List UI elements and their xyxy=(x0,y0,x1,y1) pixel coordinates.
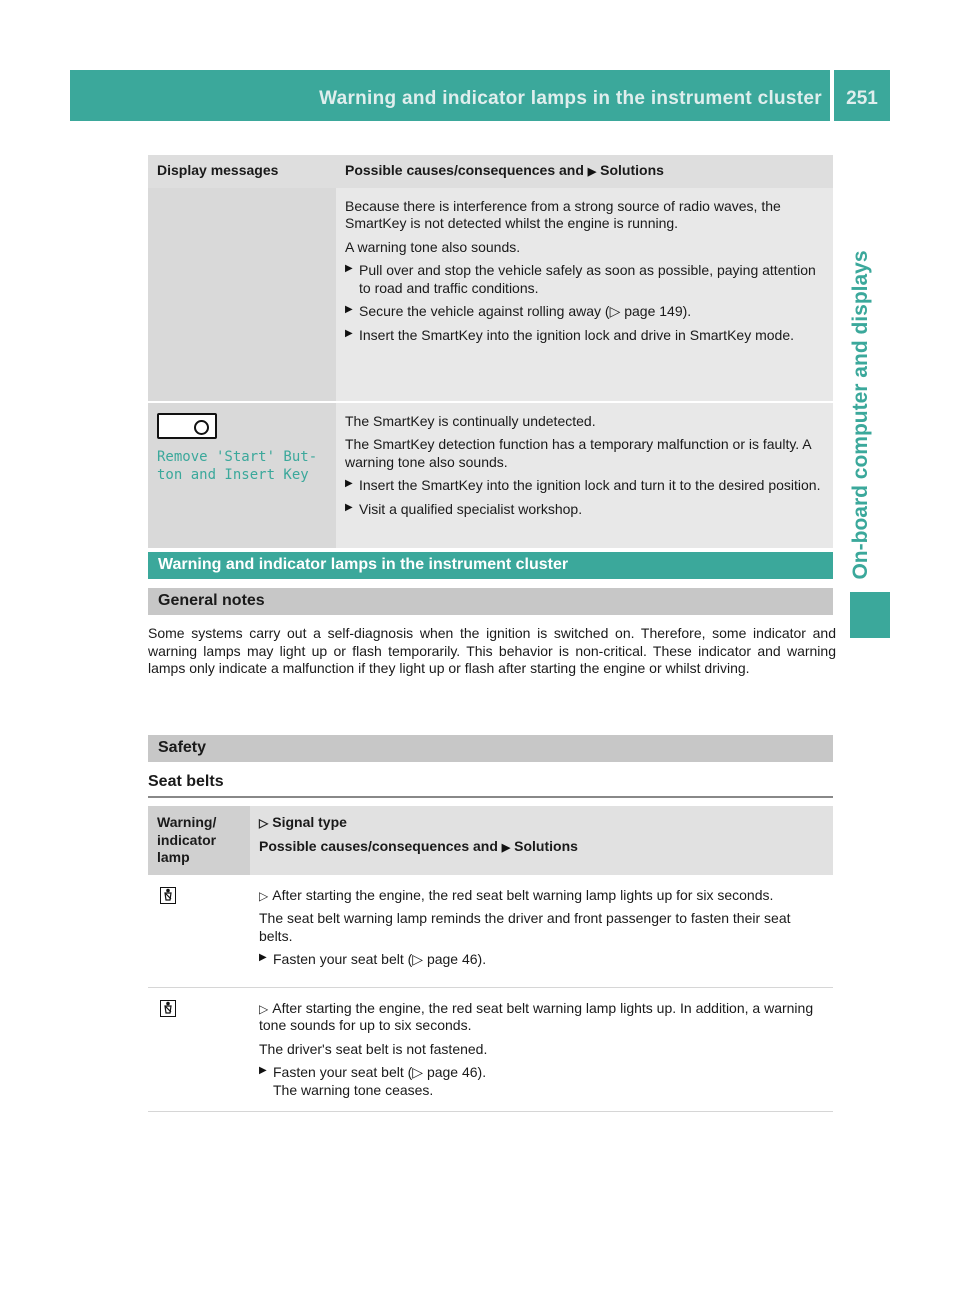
seat-belts-heading: Seat belts xyxy=(148,773,224,790)
header-causes-label: Possible causes/consequences and xyxy=(259,837,498,854)
header-signal-type xyxy=(259,814,825,832)
divider xyxy=(148,796,833,798)
message-cell xyxy=(148,403,336,548)
signal-icon: ▷ xyxy=(259,816,269,830)
subsection-heading-general-notes: General notes xyxy=(148,588,833,615)
section-heading: Warning and indicator lamps in the instrument cluster xyxy=(148,552,833,579)
solution-step: ▶ Fasten your seat belt (▷ page 46). xyxy=(259,951,825,969)
signal-icon: ▷ xyxy=(259,888,269,903)
message-cell-empty xyxy=(148,188,336,401)
display-message-line: Remove 'Start' But‐ xyxy=(157,449,318,466)
smartkey-icon xyxy=(157,413,217,439)
display-message-text xyxy=(157,449,328,484)
solution-step: ▶ Insert the SmartKey into the ignition lock and turn it to the desired position. xyxy=(345,477,825,495)
cause-text: A warning tone also sounds. xyxy=(345,238,521,255)
arrow-right-icon: ▶ xyxy=(587,166,597,178)
solution-step: ▶ Insert the SmartKey into the ignition lock and drive in SmartKey mode. xyxy=(345,327,825,345)
lamp-cell xyxy=(148,987,250,1112)
arrow-right-icon: ▶ xyxy=(501,841,511,854)
general-notes-text: Some systems carry out a self-diagnosis when the ignition is switched on. Therefore, some indicator and warning lamps may light up or flash temporarily. This behavior is non-critical. These indicator and warning lamps only indicate a malfunction if they light up or flash after starting the engine or whilst driving. xyxy=(148,625,836,676)
seat-belt-icon xyxy=(160,887,176,904)
signal-text xyxy=(259,887,825,905)
table-row xyxy=(148,403,833,548)
display-messages-table xyxy=(148,155,833,548)
header-warning-lamp: Warning/ indicator lamp xyxy=(148,806,250,875)
causes-cell xyxy=(250,875,833,988)
cause-text: The driver's seat belt is not fastened. xyxy=(259,1040,488,1057)
solution-step-result: The warning tone ceases. xyxy=(273,1081,434,1098)
solution-step: ▶ Visit a qualified specialist workshop. xyxy=(345,501,825,519)
side-chapter-text: On-board computer and displays xyxy=(849,250,872,580)
solution-step: ▶ Secure the vehicle against rolling away (▷ page 149). xyxy=(345,303,825,321)
header-causes xyxy=(336,155,833,188)
table-header-row xyxy=(148,155,833,188)
header-signal-causes xyxy=(250,806,833,875)
table-row xyxy=(148,987,833,1112)
signal-text xyxy=(259,1000,825,1035)
solution-step-line: ▶ Fasten your seat belt (▷ page 46). xyxy=(273,1064,487,1080)
header-signal-label: Signal type xyxy=(272,814,347,830)
causes-cell xyxy=(336,403,833,548)
causes-cell xyxy=(250,987,833,1112)
causes-cell xyxy=(336,188,833,401)
solution-step: ▶ Pull over and stop the vehicle safely as soon as possible, paying attention to road and traffic conditions. xyxy=(345,262,825,297)
signal-description: After starting the engine, the red seat belt warning lamp lights up. In addition, a warning tone sounds for up to six seconds. xyxy=(259,999,814,1033)
display-message-line: ton and Insert Key xyxy=(157,466,309,483)
cause-text: The seat belt warning lamp reminds the driver and front passenger to fasten their seat belts. xyxy=(259,910,791,944)
header-causes-solutions xyxy=(259,838,825,856)
cause-text: The SmartKey detection function has a temporary malfunction or is faulty. A warning tone also sounds. xyxy=(345,436,811,470)
header-solutions-label: Solutions xyxy=(600,162,664,178)
page-title: Warning and indicator lamps in the instrument cluster xyxy=(319,88,822,109)
table-header-row xyxy=(148,806,833,875)
solution-step xyxy=(259,1064,825,1099)
seat-belt-icon xyxy=(160,1000,176,1017)
cause-text: The SmartKey is continually undetected. xyxy=(345,412,596,429)
header-solutions-label: Solutions xyxy=(514,837,578,854)
table-row xyxy=(148,875,833,988)
cause-text: Because there is interference from a strong source of radio waves, the SmartKey is not detected whilst the engine is running. xyxy=(345,197,781,232)
lamp-cell xyxy=(148,875,250,988)
warning-lamp-table xyxy=(148,806,833,1112)
page-number: 251 xyxy=(846,88,878,109)
side-chapter-label xyxy=(846,225,876,605)
header-causes-label: Possible causes/consequences and xyxy=(345,162,584,178)
header-display-messages: Display messages xyxy=(148,155,336,188)
signal-description: After starting the engine, the red seat belt warning lamp lights up for six seconds. xyxy=(272,886,774,903)
signal-icon: ▷ xyxy=(259,1001,269,1016)
subsection-heading-safety: Safety xyxy=(148,735,833,762)
table-row xyxy=(148,188,833,401)
side-tab-marker xyxy=(850,592,890,638)
